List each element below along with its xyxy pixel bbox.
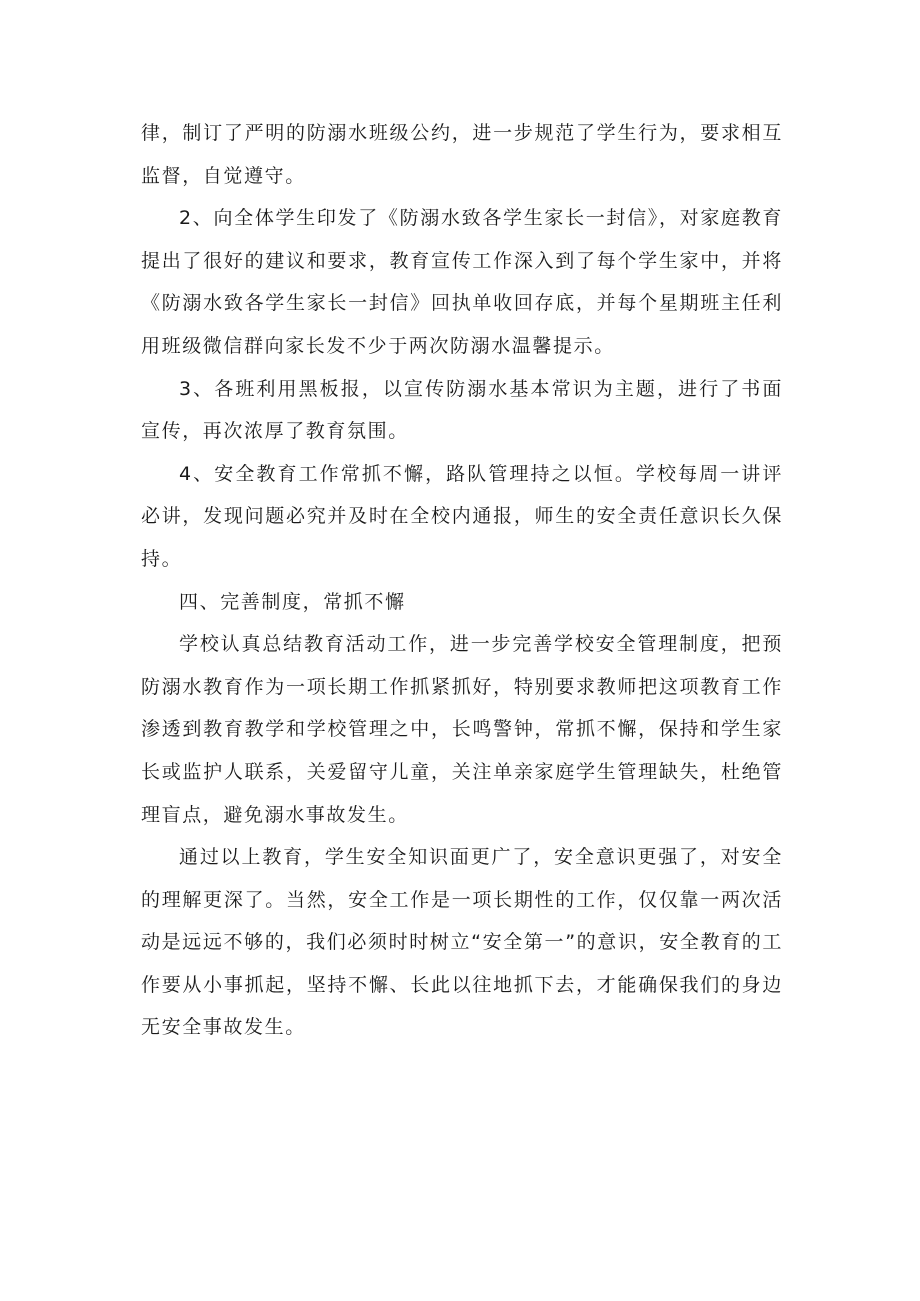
paragraph-conclusion: 通过以上教育，学生安全知识面更广了，安全意识更强了，对安全的理解更深了。当然，安全工作是一项长期性的工作，仅仅靠一两次活动是远远不够的，我们必须时时树立“安全第一”的意识，安全教育的工作要从小事抓起，坚持不懈、长此以往地抓下去，才能确保我们的身边无安全事故发生。	[141, 846, 783, 1039]
paragraph-section-4-body: 学校认真总结教育活动工作，进一步完善学校安全管理制度，把预防溺水教育作为一项长期工作抓紧抓好，特别要求教师把这项教育工作渗透到教育教学和学校管理之中，长鸣警钟，常抓不懈，保持和学生家长或监护人联系，关爱留守儿童，关注单亲家庭学生管理缺失，杜绝管理盲点，避免溺水事故发生。	[141, 633, 783, 826]
section-heading-4: 四、完善制度，常抓不懈	[179, 590, 406, 613]
paragraph-item-3: 3、各班利用黑板报，以宣传防溺水基本常识为主题，进行了书面宣传，再次浓厚了教育氛围。	[141, 377, 783, 443]
paragraph-item-4: 4、安全教育工作常抓不懈，路队管理持之以恒。学校每周一讲评必讲，发现问题必究并及时在全校内通报，师生的安全责任意识长久保持。	[141, 462, 783, 570]
document-body	[141, 112, 783, 1049]
paragraph-continuation: 律，制订了严明的防溺水班级公约，进一步规范了学生行为，要求相互监督，自觉遵守。	[141, 122, 783, 187]
paragraph-item-2: 2、向全体学生印发了《防溺水致各学生家长一封信》，对家庭教育提出了很好的建议和要求，教育宣传工作深入到了每个学生家中，并将《防溺水致各学生家长一封信》回执单收回存底，并每个星期班主任利用班级微信群向家长发不少于两次防溺水温馨提示。	[141, 207, 783, 357]
